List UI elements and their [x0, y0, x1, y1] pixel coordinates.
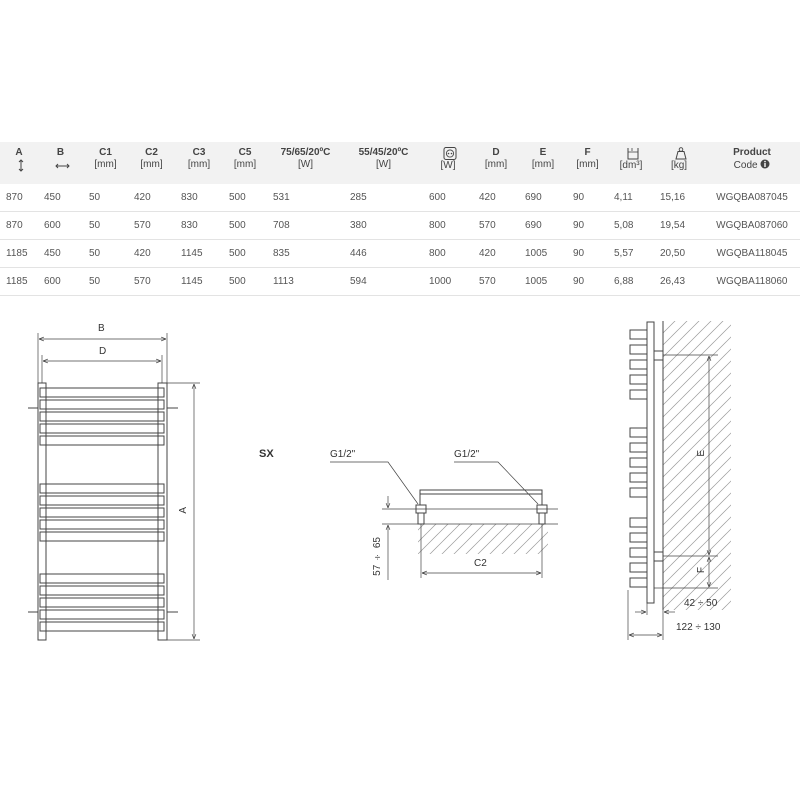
table-cell: 1185	[0, 240, 38, 268]
header-c1: C1 [mm]	[94, 147, 117, 170]
table-cell: 800	[423, 240, 473, 268]
table-cell: 20,50	[654, 240, 704, 268]
table-cell: 90	[567, 184, 608, 212]
table-cell: 1005	[519, 240, 567, 268]
table-cell: 570	[473, 212, 519, 240]
connection-type-label: SX	[259, 448, 274, 460]
table-cell: 531	[267, 184, 344, 212]
side-view-drawing	[628, 321, 731, 640]
product-code-cell: WGQBA087045	[704, 184, 800, 212]
left-thread-label: G1/2"	[330, 449, 356, 460]
table-cell: 5,57	[608, 240, 654, 268]
header-b: B	[38, 142, 83, 184]
table-cell: 50	[83, 212, 128, 240]
table-cell: 1145	[175, 268, 223, 296]
table-cell: 600	[423, 184, 473, 212]
table-cell: 1185	[0, 268, 38, 296]
table-cell: 500	[223, 268, 267, 296]
header-volume: [dm³]	[608, 142, 654, 184]
table-cell: 1005	[519, 268, 567, 296]
table-cell: 500	[223, 184, 267, 212]
table-cell: 19,54	[654, 212, 704, 240]
table-cell: 830	[175, 212, 223, 240]
table-cell: 600	[38, 212, 83, 240]
header-product-code: Product Code	[733, 147, 771, 171]
table-cell: 15,16	[654, 184, 704, 212]
table-cell: 600	[38, 268, 83, 296]
total-depth-label: 122 ÷ 130	[676, 622, 721, 633]
front-view-drawing	[28, 333, 200, 640]
header-e: E [mm]	[531, 147, 555, 170]
table-cell: 800	[423, 212, 473, 240]
connection-view-drawing	[330, 462, 558, 580]
table-cell: 570	[128, 268, 175, 296]
header-c3: C3 [mm]	[187, 147, 211, 170]
header-c5: C5 [mm]	[233, 147, 257, 170]
header-a: A	[0, 142, 38, 184]
table-cell: 285	[344, 184, 423, 212]
header-electric-power: [W]	[423, 142, 473, 184]
table-cell: 450	[38, 240, 83, 268]
table-cell: 570	[128, 212, 175, 240]
table-cell: 870	[0, 212, 38, 240]
table-cell: 90	[567, 240, 608, 268]
dimension-d-label: D	[99, 346, 107, 357]
product-code-cell: WGQBA087060	[704, 212, 800, 240]
table-cell: 26,43	[654, 268, 704, 296]
table-cell: 50	[83, 268, 128, 296]
table-cell: 420	[473, 240, 519, 268]
product-code-cell: WGQBA118045	[704, 240, 800, 268]
header-c2: C2 [mm]	[140, 147, 163, 170]
table-cell: 1145	[175, 240, 223, 268]
table-cell: 6,88	[608, 268, 654, 296]
table-cell: 380	[344, 212, 423, 240]
dimension-e-label: E	[696, 450, 707, 457]
table-cell: 450	[38, 184, 83, 212]
header-d: D [mm]	[484, 147, 508, 170]
table-cell: 446	[344, 240, 423, 268]
table-cell: 90	[567, 212, 608, 240]
table-cell: 1113	[267, 268, 344, 296]
table-cell: 690	[519, 212, 567, 240]
dimension-c2-label: C2	[474, 558, 487, 569]
table-cell: 870	[0, 184, 38, 212]
wall-distance-label: 42 ÷ 50	[684, 598, 718, 609]
dimension-a-label: A	[178, 507, 189, 514]
table-cell: 500	[223, 212, 267, 240]
connection-height-label: 57 ÷ 65	[372, 537, 383, 576]
dimension-f-label: F	[696, 567, 707, 574]
table-cell: 594	[344, 268, 423, 296]
table-cell: 420	[128, 240, 175, 268]
table-cell: 830	[175, 184, 223, 212]
dimension-b-label: B	[98, 323, 105, 334]
header-weight: [kg]	[654, 142, 704, 184]
header-power-55: 55/45/20ºC [W]	[358, 147, 409, 170]
table-cell: 835	[267, 240, 344, 268]
table-cell: 5,08	[608, 212, 654, 240]
header-power-75: 75/65/20ºC [W]	[280, 147, 331, 170]
table-cell: 570	[473, 268, 519, 296]
table-cell: 1000	[423, 268, 473, 296]
table-cell: 420	[128, 184, 175, 212]
table-cell: 500	[223, 240, 267, 268]
table-cell: 708	[267, 212, 344, 240]
product-code-cell: WGQBA118060	[704, 268, 800, 296]
table-cell: 90	[567, 268, 608, 296]
table-cell: 690	[519, 184, 567, 212]
table-cell: 50	[83, 184, 128, 212]
table-cell: 420	[473, 184, 519, 212]
right-thread-label: G1/2"	[454, 449, 480, 460]
table-cell: 50	[83, 240, 128, 268]
table-cell: 4,11	[608, 184, 654, 212]
header-f: F [mm]	[576, 147, 599, 170]
